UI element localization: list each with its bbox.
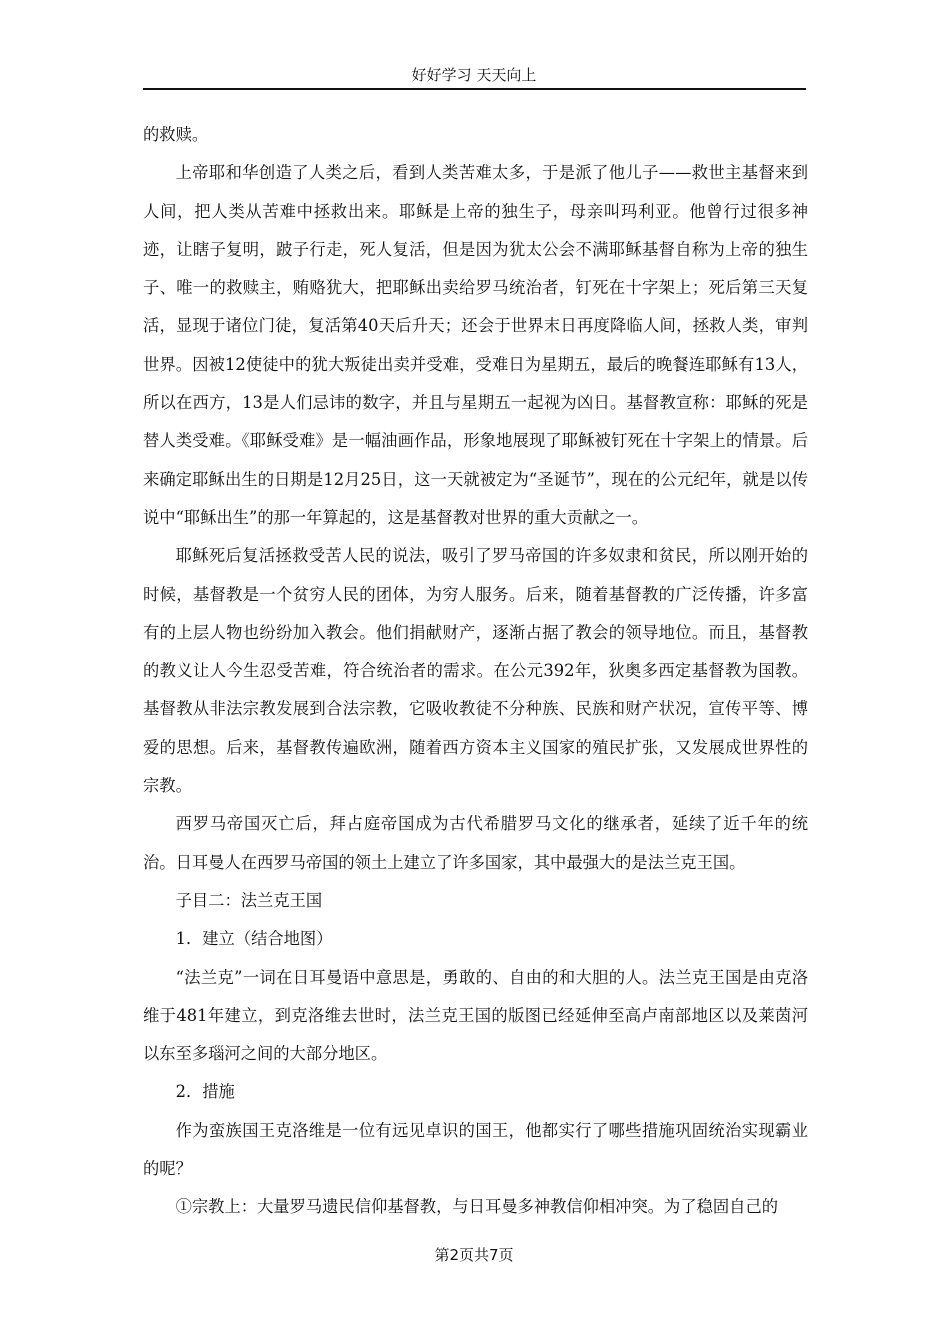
paragraph: 子目二：法兰克王国 (175, 890, 323, 910)
paragraph: 2．措施 (175, 1082, 235, 1102)
page-footer: 第2页共7页 (434, 1246, 514, 1264)
paragraph: 的救赎。 (143, 125, 209, 144)
paragraph: “法兰克”一词在日耳曼语中意思是，勇敢的、自由的和大胆的人。法兰克王国是由克洛维于481年建立，到克洛维去世时，法兰克王国的版图已经延伸至高卢南部地区以及莱茵河以东至多瑙河之间的大部分地区。 (143, 967, 808, 1064)
header-divider (143, 88, 806, 90)
document-body (143, 116, 808, 1227)
paragraph: 作为蛮族国王克洛维是一位有远见卓识的国王，他都实行了哪些措施巩固统治实现霸业的呢？ (143, 1120, 808, 1179)
paragraph: ①宗教上：大量罗马遗民信仰基督教，与日耳曼多神教信仰相冲突。为了稳固自己的 (175, 1197, 779, 1217)
paragraph: 上帝耶和华创造了人类之后，看到人类苦难太多，于是派了他儿子——救世主基督来到人间，把人类从苦难中拯救出来。耶稣是上帝的独生子，母亲叫玛利亚。他曾行过很多神迹，让瞎子复明，跛子行走，死人复活，但是因为犹太公会不满耶稣基督自称为上帝的独生子、唯一的救赎主，贿赂犹大，把耶稣出卖给罗马统治者，钉死在十字架上；死后第三天复活，显现于诸位门徒，复活第40天后升天；还会于世界末日再度降临人间，拯救人类，审判世界。因被12使徒中的犹大叛徒出卖并受难，受难日为星期五，最后的晚餐连耶稣有13人，所以在西方，13是人们忌讳的数字，并且与星期五一起视为凶日。基督教宣称：耶稣的死是替人类受难。《耶稣受难》是一幅油画作品，形象地展现了耶稣被钉死在十字架上的情景。后来确定耶稣出生的日期是12月25日，这一天就被定为“圣诞节”，现在的公元纪年，就是以传说中“耶稣出生”的那一年算起的，这是基督教对世界的重大贡献之一。 (143, 163, 808, 527)
page-header: 好好学习 天天向上 (411, 66, 537, 84)
paragraph: 1．建立（结合地图） (175, 929, 333, 949)
paragraph: 耶稣死后复活拯救受苦人民的说法，吸引了罗马帝国的许多奴隶和贫民，所以刚开始的时候，基督教是一个贫穷人民的团体，为穷人服务。后来，随着基督教的广泛传播，许多富有的上层人物也纷纷加入教会。他们捐献财产，逐渐占据了教会的领导地位。而且，基督教的教义让人今生忍受苦难，符合统治者的需求。在公元392年，狄奥多西定基督教为国教。基督教从非法宗教发展到合法宗教，它吸收教徒不分种族、民族和财产状况，宣传平等、博爱的思想。后来，基督教传遍欧洲，随着西方资本主义国家的殖民扩张，又发展成世界性的宗教。 (143, 546, 808, 796)
paragraph: 西罗马帝国灭亡后，拜占庭帝国成为古代希腊罗马文化的继承者，延续了近千年的统治。日耳曼人在西罗马帝国的领土上建立了许多国家，其中最强大的是法兰克王国。 (143, 814, 808, 872)
